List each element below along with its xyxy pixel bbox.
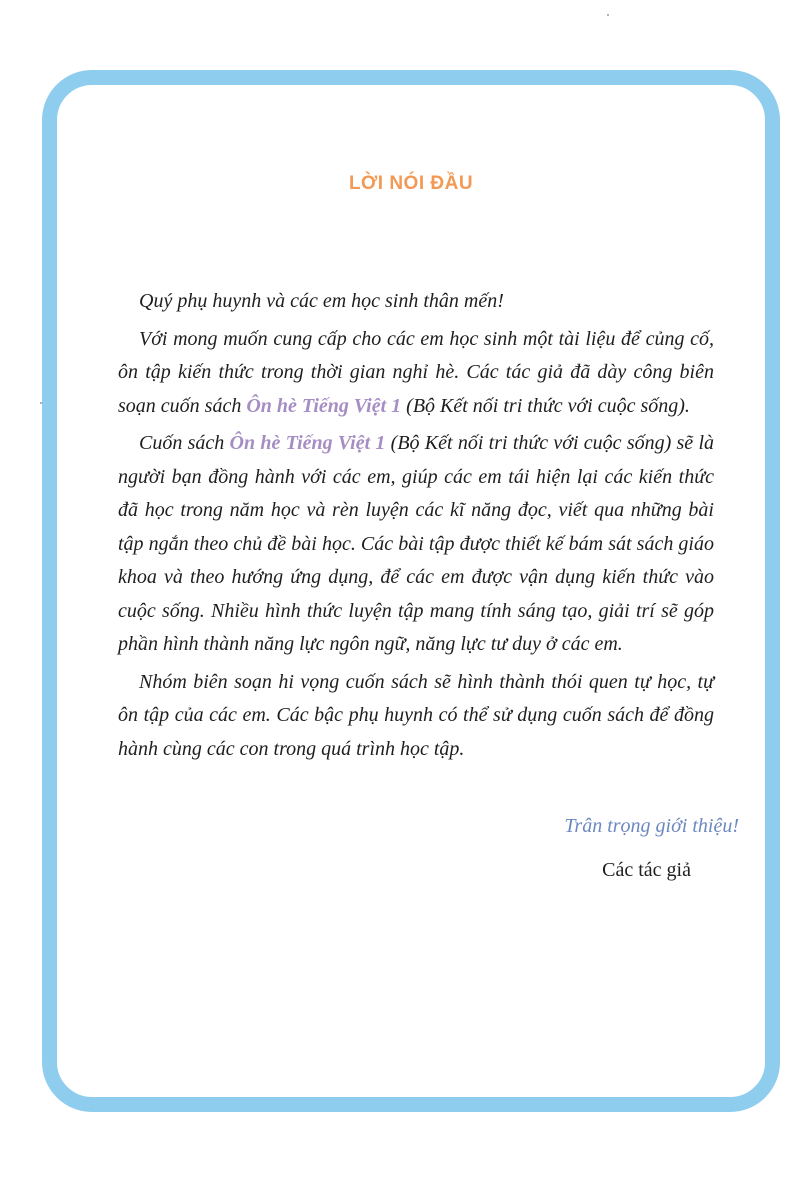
- closing-line: Trân trọng giới thiệu!: [564, 815, 739, 837]
- book-title: Ôn hè Tiếng Việt 1: [229, 432, 386, 454]
- page-title: LỜI NÓI ĐẦU: [348, 173, 474, 194]
- paragraph-greeting: Quý phụ huynh và các em học sinh thân mến!: [139, 290, 504, 312]
- paragraph-hope: Nhóm biên soạn hi vọng cuốn sách sẽ hình thành thói quen tự học, tự ôn tập của các em. Các bậc phụ huynh có thể sử dụng cuốn sách để đồng hành cùng các con trong quá trình học tập.: [118, 670, 714, 760]
- speck: [607, 14, 609, 16]
- paragraph-text: Cuốn sách: [139, 432, 230, 454]
- page-frame: [42, 70, 780, 1112]
- paragraph-text: (Bộ Kết nối tri thức với cuộc sống) sẽ là người bạn đồng hành với các em, giúp các em tái hiện lại các kiến thức đã học trong năm học và rèn luyện các kĩ năng đọc, viết qua những bài tập ngắn theo chủ đề bài học. Các bài tập được thiết kế bám sát sách giáo khoa và theo hướng ứng dụng, để các em được vận dụng kiến thức vào cuộc sống. Nhiều hình thức luyện tập mang tính sáng tạo, giải trí sẽ góp phần hình thành năng lực ngôn ngữ, năng lực tư duy ở các em.: [118, 432, 714, 655]
- paragraph-purpose: [118, 323, 714, 424]
- paragraph-description: [118, 427, 714, 662]
- paragraph-text: (Bộ Kết nối tri thức với cuộc sống).: [401, 394, 690, 417]
- book-title: Ôn hè Tiếng Việt 1: [246, 394, 402, 417]
- preface-body: [118, 285, 714, 770]
- paragraph-text: Với mong muốn cung cấp cho các em học sinh một tài liệu để củng cố, ôn tập kiến thức trong thời gian nghỉ hè. Các tác giả đã dày công biên soạn cuốn sách: [118, 327, 714, 417]
- signature-authors: Các tác giả: [602, 859, 691, 881]
